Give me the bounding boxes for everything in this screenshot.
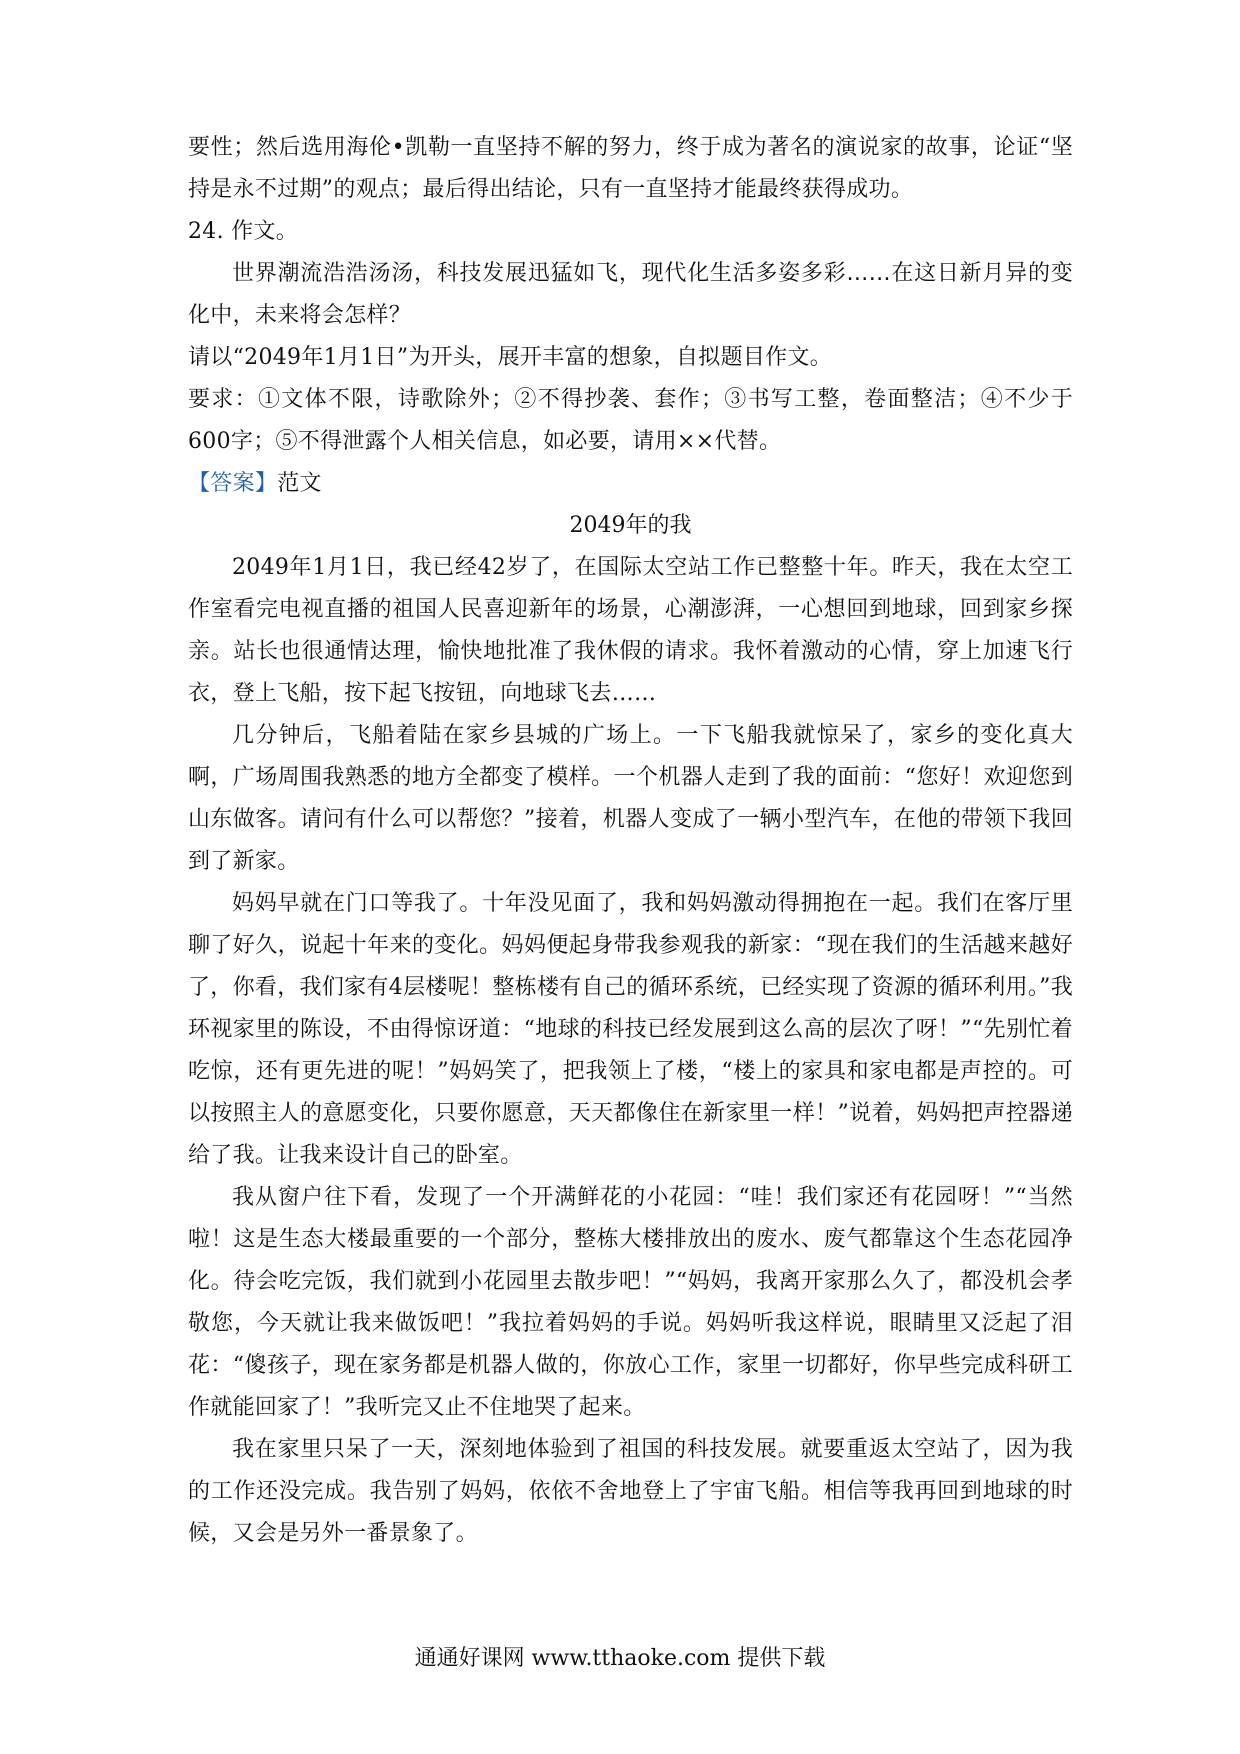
previous-answer-text: 要性；然后选用海伦•凯勒一直坚持不解的努力，终于成为著名的演说家的故事，论证“坚持是永不过期”的观点；最后得出结论，只有一直坚持才能最终获得成功。 [188,135,1073,202]
page-footer: 通通好课网 www.tthaoke.com 提供下载 [414,1646,826,1671]
essay-title: 2049年的我 [569,513,692,538]
question-requirements: 要求：①文体不限，诗歌除外；②不得抄袭、套作；③书写工整，卷面整洁；④不少于600字；⑤不得泄露个人相关信息，如必要，请用××代替。 [188,387,1073,454]
question-prompt: 世界潮流浩浩汤汤，科技发展迅猛如飞，现代化生活多姿多彩……在这日新月异的变化中，未来将会怎样？ [188,261,1073,328]
answer-label-line [188,463,1073,505]
essay-paragraph: 我从窗户往下看，发现了一个开满鲜花的小花园：“哇！我们家还有花园呀！”“当然啦！这是生态大楼最重要的一个部分，整栋大楼排放出的废水、废气都靠这个生态花园净化。待会吃完饭，我们就到小花园里去散步吧！”“妈妈，我离开家那么久了，都没机会孝敬您，今天就让我来做饭吧！”我拉着妈妈的手说。妈妈听我这样说，眼睛里又泛起了泪花：“傻孩子，现在家务都是机器人做的，你放心工作，家里一切都好，你早些完成科研工作就能回家了！”我听完又止不住地哭了起来。 [188,1185,1073,1420]
essay-paragraph: 我在家里只呆了一天，深刻地体验到了祖国的科技发展。就要重返太空站了，因为我的工作还没完成。我告别了妈妈，依依不舍地登上了宇宙飞船。相信等我再回到地球的时候，又会是另外一番景象了。 [188,1437,1073,1546]
answer-type: 范文 [277,471,322,496]
answer-label: 【答案】 [188,471,278,496]
essay-paragraph: 2049年1月1日，我已经42岁了，在国际太空站工作已整整十年。昨天，我在太空工作室看完电视直播的祖国人民喜迎新年的场景，心潮澎湃，一心想回到地球，回到家乡探亲。站长也很通情达理，愉快地批准了我休假的请求。我怀着激动的心情，穿上加速飞行衣，登上飞船，按下起飞按钮，向地球飞去…… [188,555,1073,706]
essay-paragraph: 妈妈早就在门口等我了。十年没见面了，我和妈妈激动得拥抱在一起。我们在客厅里聊了好久，说起十年来的变化。妈妈便起身带我参观我的新家：“现在我们的生活越来越好了，你看，我们家有4层楼呢！整栋楼有自己的循环系统，已经实现了资源的循环利用。”我环视家里的陈设，不由得惊讶道：“地球的科技已经发展到这么高的层次了呀！”“先别忙着吃惊，还有更先进的呢！”妈妈笑了，把我领上了楼，“楼上的家具和家电都是声控的。可以按照主人的意愿变化，只要你愿意，天天都像住在新家里一样！”说着，妈妈把声控器递给了我。让我来设计自己的卧室。 [188,891,1073,1168]
question-heading: 24. 作文。 [188,219,299,244]
essay-paragraph: 几分钟后，飞船着陆在家乡县城的广场上。一下飞船我就惊呆了，家乡的变化真大啊，广场周围我熟悉的地方全都变了模样。一个机器人走到了我的面前：“您好！欢迎您到山东做客。请问有什么可以帮您？”接着，机器人变成了一辆小型汽车，在他的带领下我回到了新家。 [188,723,1073,874]
question-instruction: 请以“2049年1月1日”为开头，展开丰富的想象，自拟题目作文。 [188,345,833,370]
